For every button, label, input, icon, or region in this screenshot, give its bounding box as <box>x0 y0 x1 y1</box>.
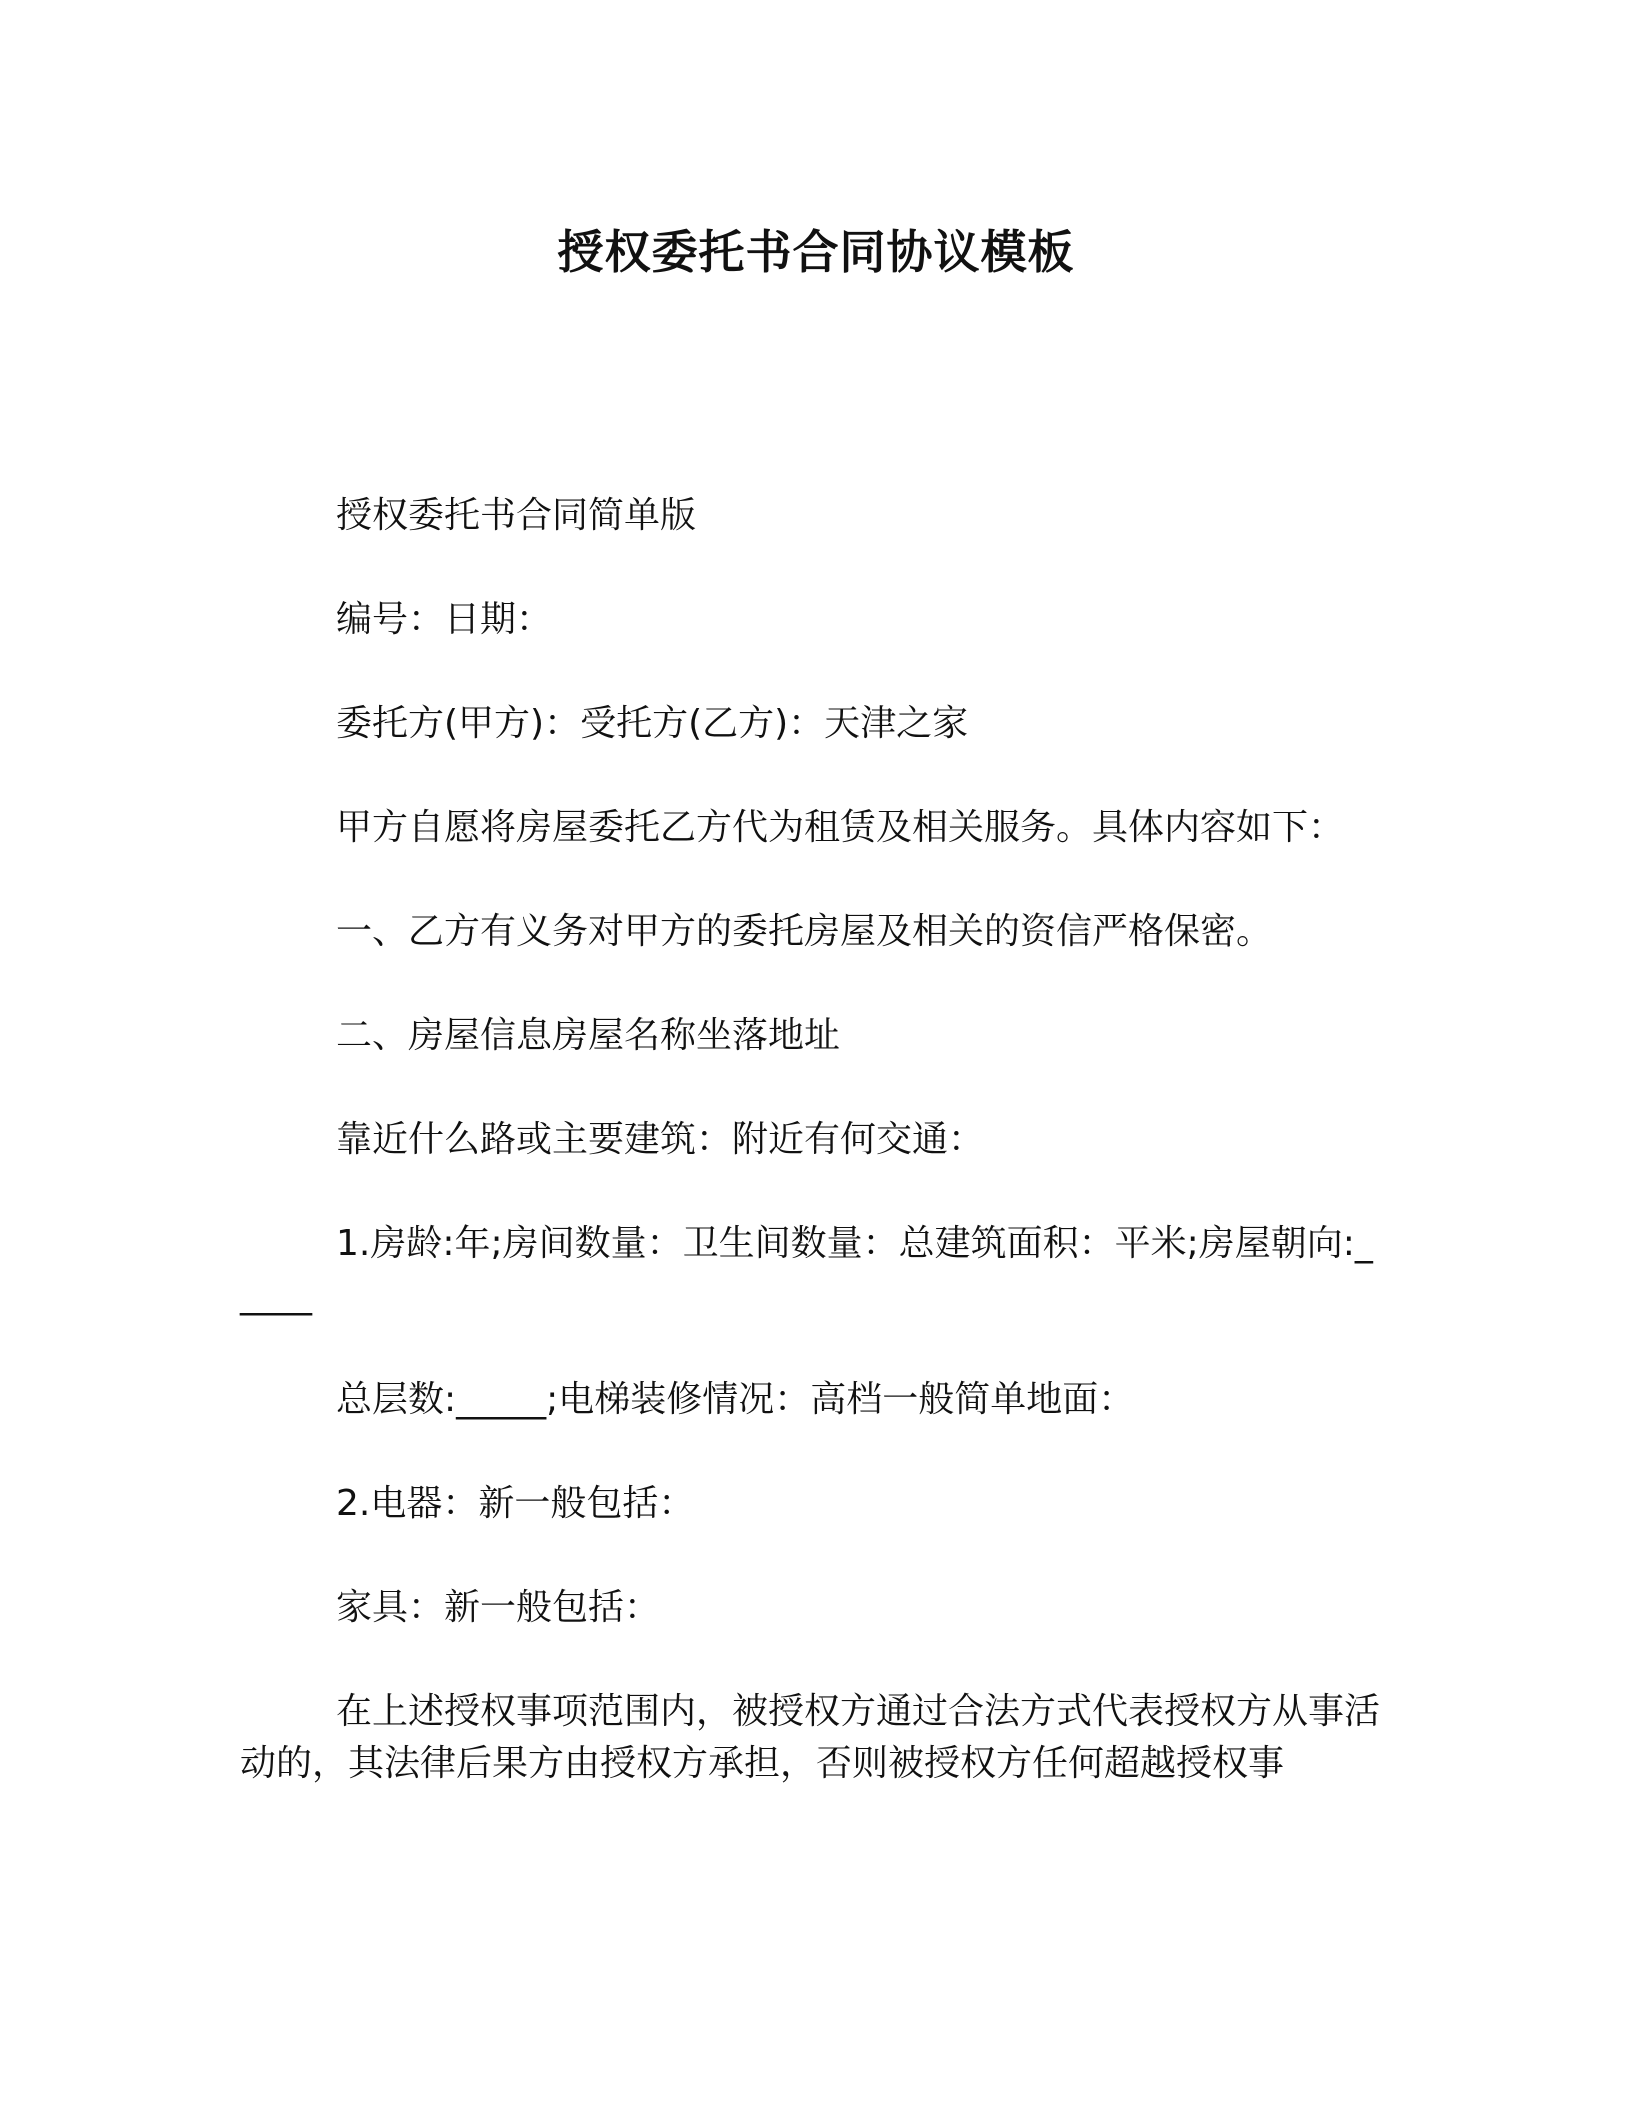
paragraph-intro: 甲方自愿将房屋委托乙方代为租赁及相关服务。具体内容如下： <box>336 807 1345 848</box>
paragraph-subtitle: 授权委托书合同简单版 <box>336 495 697 536</box>
paragraph-furniture: 家具：新一般包括： <box>336 1587 661 1628</box>
document-body <box>240 490 1390 1842</box>
document-title: 授权委托书合同协议模板 <box>557 225 1075 279</box>
paragraph-clause-2: 二、房屋信息房屋名称坐落地址 <box>336 1015 841 1056</box>
paragraph-parties: 委托方(甲方)：受托方(乙方)：天津之家 <box>336 703 969 744</box>
paragraph-number-date: 编号：日期： <box>336 599 553 640</box>
paragraph-authorization-scope: 在上述授权事项范围内，被授权方通过合法方式代表授权方从事活动的，其法律后果方由授权方承担，否则被授权方任何超越授权事 <box>240 1691 1381 1784</box>
paragraph-house-age: 1.房龄:年;房间数量：卫生间数量：总建筑面积：平米;房屋朝向:_____ <box>240 1223 1373 1316</box>
paragraph-clause-1: 一、乙方有义务对甲方的委托房屋及相关的资信严格保密。 <box>336 911 1273 952</box>
paragraph-location: 靠近什么路或主要建筑：附近有何交通： <box>336 1119 985 1160</box>
paragraph-floors: 总层数:_____;电梯装修情况：高档一般简单地面： <box>336 1379 1135 1420</box>
paragraph-appliances: 2.电器：新一般包括： <box>336 1483 695 1524</box>
